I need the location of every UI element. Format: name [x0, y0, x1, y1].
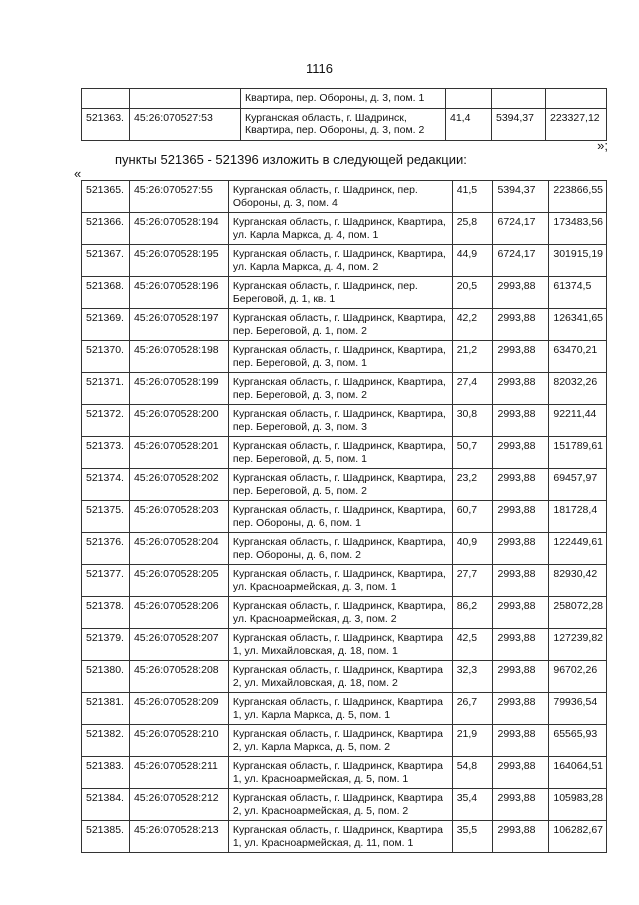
area-cell: 27,7 — [452, 565, 493, 597]
item-number-cell: 521383. — [82, 757, 130, 789]
item-number-cell: 521366. — [82, 213, 130, 245]
table-row — [82, 629, 607, 661]
total-value-cell: 223327,12 — [546, 108, 607, 140]
table-row — [82, 757, 607, 789]
total-value-cell: 151789,61 — [549, 437, 607, 469]
area-cell: 21,2 — [452, 341, 493, 373]
table-row — [82, 501, 607, 533]
cadastral-number-cell: 45:26:070528:208 — [129, 661, 228, 693]
cadastral-number-cell — [130, 89, 241, 109]
cadastral-number-cell: 45:26:070528:209 — [129, 693, 228, 725]
opening-quote: « — [74, 166, 82, 181]
area-cell: 30,8 — [452, 405, 493, 437]
unit-price-cell: 2993,88 — [493, 341, 549, 373]
total-value-cell: 258072,28 — [549, 597, 607, 629]
total-value-cell: 122449,61 — [549, 533, 607, 565]
item-number-cell: 521384. — [82, 789, 130, 821]
table-row — [82, 821, 607, 853]
table-row — [82, 437, 607, 469]
address-cell: Курганская область, г. Шадринск, Квартира, пер. Береговой, д. 3, пом. 1 — [228, 341, 452, 373]
unit-price-cell: 5394,37 — [493, 181, 549, 213]
total-value-cell: 92211,44 — [549, 405, 607, 437]
table-row — [82, 533, 607, 565]
total-value-cell: 63470,21 — [549, 341, 607, 373]
item-number-cell: 521363. — [82, 108, 130, 140]
area-cell: 60,7 — [452, 501, 493, 533]
item-number-cell: 521369. — [82, 309, 130, 341]
area-cell: 42,5 — [452, 629, 493, 661]
total-value-cell: 173483,56 — [549, 213, 607, 245]
address-cell: Курганская область, г. Шадринск, Квартира 1, ул. Михайловская, д. 18, пом. 1 — [228, 629, 452, 661]
cadastral-number-cell: 45:26:070528:205 — [129, 565, 228, 597]
cadastral-number-cell: 45:26:070528:195 — [129, 245, 228, 277]
area-cell: 41,4 — [446, 108, 492, 140]
unit-price-cell: 2993,88 — [493, 629, 549, 661]
item-number-cell: 521372. — [82, 405, 130, 437]
address-cell: Курганская область, г. Шадринск, Квартира, пер. Обороны, д. 3, пом. 2 — [241, 108, 446, 140]
cadastral-number-cell: 45:26:070528:194 — [129, 213, 228, 245]
item-number-cell: 521378. — [82, 597, 130, 629]
address-cell: Курганская область, г. Шадринск, Квартира 1, ул. Карла Маркса, д. 5, пом. 1 — [228, 693, 452, 725]
table-row — [82, 213, 607, 245]
item-number-cell: 521382. — [82, 725, 130, 757]
address-cell: Курганская область, г. Шадринск, Квартира, пер. Береговой, д. 1, пом. 2 — [228, 309, 452, 341]
item-number-cell: 521365. — [82, 181, 130, 213]
unit-price-cell: 2993,88 — [493, 437, 549, 469]
table-row — [82, 469, 607, 501]
area-cell — [446, 89, 492, 109]
area-cell: 21,9 — [452, 725, 493, 757]
cadastral-number-cell: 45:26:070528:203 — [129, 501, 228, 533]
total-value-cell: 126341,65 — [549, 309, 607, 341]
total-value-cell: 96702,26 — [549, 661, 607, 693]
unit-price-cell: 5394,37 — [492, 108, 546, 140]
table-row — [82, 373, 607, 405]
item-number-cell: 521373. — [82, 437, 130, 469]
cadastral-number-cell: 45:26:070528:202 — [129, 469, 228, 501]
total-value-cell: 61374,5 — [549, 277, 607, 309]
total-value-cell: 82032,26 — [549, 373, 607, 405]
cadastral-number-cell: 45:26:070528:211 — [129, 757, 228, 789]
item-number-cell — [82, 89, 130, 109]
item-number-cell: 521370. — [82, 341, 130, 373]
address-cell: Курганская область, г. Шадринск, Квартира 2, ул. Красноармейская, д. 5, пом. 2 — [228, 789, 452, 821]
table-row — [82, 89, 607, 109]
table-row — [82, 341, 607, 373]
area-cell: 35,4 — [452, 789, 493, 821]
area-cell: 32,3 — [452, 661, 493, 693]
cadastral-number-cell: 45:26:070527:53 — [130, 108, 241, 140]
total-value-cell: 223866,55 — [549, 181, 607, 213]
cadastral-number-cell: 45:26:070528:199 — [129, 373, 228, 405]
cadastral-number-cell: 45:26:070527:55 — [129, 181, 228, 213]
total-value-cell: 181728,4 — [549, 501, 607, 533]
area-cell: 26,7 — [452, 693, 493, 725]
address-cell: Курганская область, г. Шадринск, Квартира, пер. Береговой, д. 3, пом. 3 — [228, 405, 452, 437]
total-value-cell: 82930,42 — [549, 565, 607, 597]
amendment-intro-text: пункты 521365 - 521396 изложить в следующей редакции: — [115, 152, 467, 167]
address-cell: Курганская область, г. Шадринск, Квартира, ул. Красноармейская, д. 3, пом. 2 — [228, 597, 452, 629]
area-cell: 23,2 — [452, 469, 493, 501]
page-number: 1116 — [306, 61, 333, 76]
unit-price-cell: 2993,88 — [493, 757, 549, 789]
property-table — [81, 180, 607, 853]
address-cell: Курганская область, г. Шадринск, Квартира, пер. Обороны, д. 6, пом. 2 — [228, 533, 452, 565]
item-number-cell: 521375. — [82, 501, 130, 533]
address-cell: Курганская область, г. Шадринск, Квартира 2, ул. Михайловская, д. 18, пом. 2 — [228, 661, 452, 693]
unit-price-cell: 2993,88 — [493, 789, 549, 821]
area-cell: 25,8 — [452, 213, 493, 245]
table-row — [82, 181, 607, 213]
area-cell: 20,5 — [452, 277, 493, 309]
address-cell: Квартира, пер. Обороны, д. 3, пом. 1 — [241, 89, 446, 109]
area-cell: 35,5 — [452, 821, 493, 853]
table-row — [82, 405, 607, 437]
unit-price-cell: 2993,88 — [493, 565, 549, 597]
area-cell: 40,9 — [452, 533, 493, 565]
address-cell: Курганская область, г. Шадринск, Квартира 1, ул. Красноармейская, д. 11, пом. 1 — [228, 821, 452, 853]
table-row — [82, 245, 607, 277]
unit-price-cell: 2993,88 — [493, 597, 549, 629]
address-cell: Курганская область, г. Шадринск, Квартира, пер. Обороны, д. 6, пом. 1 — [228, 501, 452, 533]
unit-price-cell: 6724,17 — [493, 245, 549, 277]
area-cell: 42,2 — [452, 309, 493, 341]
address-cell: Курганская область, г. Шадринск, Квартира, пер. Береговой, д. 3, пом. 2 — [228, 373, 452, 405]
total-value-cell: 301915,19 — [549, 245, 607, 277]
total-value-cell: 65565,93 — [549, 725, 607, 757]
cadastral-number-cell: 45:26:070528:204 — [129, 533, 228, 565]
unit-price-cell: 2993,88 — [493, 693, 549, 725]
total-value-cell: 127239,82 — [549, 629, 607, 661]
unit-price-cell: 2993,88 — [493, 309, 549, 341]
item-number-cell: 521379. — [82, 629, 130, 661]
total-value-cell: 79936,54 — [549, 693, 607, 725]
table-row — [82, 725, 607, 757]
table-row — [82, 789, 607, 821]
unit-price-cell: 2993,88 — [493, 661, 549, 693]
item-number-cell: 521380. — [82, 661, 130, 693]
unit-price-cell: 2993,88 — [493, 373, 549, 405]
table-row — [82, 597, 607, 629]
area-cell: 54,8 — [452, 757, 493, 789]
cadastral-number-cell: 45:26:070528:198 — [129, 341, 228, 373]
item-number-cell: 521376. — [82, 533, 130, 565]
item-number-cell: 521381. — [82, 693, 130, 725]
table-row — [82, 108, 607, 140]
unit-price-cell: 2993,88 — [493, 469, 549, 501]
item-number-cell: 521377. — [82, 565, 130, 597]
cadastral-number-cell: 45:26:070528:207 — [129, 629, 228, 661]
cadastral-number-cell: 45:26:070528:210 — [129, 725, 228, 757]
item-number-cell: 521385. — [82, 821, 130, 853]
table-row — [82, 693, 607, 725]
closing-quote: »; — [597, 138, 608, 153]
table-row — [82, 277, 607, 309]
address-cell: Курганская область, г. Шадринск, Квартира 1, ул. Красноармейская, д. 5, пом. 1 — [228, 757, 452, 789]
cadastral-number-cell: 45:26:070528:206 — [129, 597, 228, 629]
address-cell: Курганская область, г. Шадринск, Квартира 2, ул. Карла Маркса, д. 5, пом. 2 — [228, 725, 452, 757]
total-value-cell: 69457,97 — [549, 469, 607, 501]
address-cell: Курганская область, г. Шадринск, Квартира, пер. Береговой, д. 5, пом. 1 — [228, 437, 452, 469]
area-cell: 86,2 — [452, 597, 493, 629]
table-row — [82, 565, 607, 597]
item-number-cell: 521371. — [82, 373, 130, 405]
cadastral-number-cell: 45:26:070528:201 — [129, 437, 228, 469]
unit-price-cell: 2993,88 — [493, 405, 549, 437]
address-cell: Курганская область, г. Шадринск, Квартира, ул. Красноармейская, д. 3, пом. 1 — [228, 565, 452, 597]
area-cell: 41,5 — [452, 181, 493, 213]
table-row — [82, 661, 607, 693]
total-value-cell: 164064,51 — [549, 757, 607, 789]
address-cell: Курганская область, г. Шадринск, Квартира, ул. Карла Маркса, д. 4, пом. 2 — [228, 245, 452, 277]
total-value-cell: 106282,67 — [549, 821, 607, 853]
cadastral-number-cell: 45:26:070528:196 — [129, 277, 228, 309]
item-number-cell: 521374. — [82, 469, 130, 501]
area-cell: 27,4 — [452, 373, 493, 405]
unit-price-cell: 6724,17 — [493, 213, 549, 245]
continued-table — [81, 88, 607, 141]
unit-price-cell — [492, 89, 546, 109]
table-row — [82, 309, 607, 341]
unit-price-cell: 2993,88 — [493, 725, 549, 757]
item-number-cell: 521368. — [82, 277, 130, 309]
address-cell: Курганская область, г. Шадринск, Квартира, пер. Береговой, д. 5, пом. 2 — [228, 469, 452, 501]
unit-price-cell: 2993,88 — [493, 501, 549, 533]
address-cell: Курганская область, г. Шадринск, Квартира, ул. Карла Маркса, д. 4, пом. 1 — [228, 213, 452, 245]
area-cell: 44,9 — [452, 245, 493, 277]
total-value-cell: 105983,28 — [549, 789, 607, 821]
item-number-cell: 521367. — [82, 245, 130, 277]
unit-price-cell: 2993,88 — [493, 821, 549, 853]
cadastral-number-cell: 45:26:070528:200 — [129, 405, 228, 437]
area-cell: 50,7 — [452, 437, 493, 469]
address-cell: Курганская область, г. Шадринск, пер. Береговой, д. 1, кв. 1 — [228, 277, 452, 309]
cadastral-number-cell: 45:26:070528:197 — [129, 309, 228, 341]
address-cell: Курганская область, г. Шадринск, пер. Обороны, д. 3, пом. 4 — [228, 181, 452, 213]
cadastral-number-cell: 45:26:070528:213 — [129, 821, 228, 853]
cadastral-number-cell: 45:26:070528:212 — [129, 789, 228, 821]
unit-price-cell: 2993,88 — [493, 277, 549, 309]
unit-price-cell: 2993,88 — [493, 533, 549, 565]
total-value-cell — [546, 89, 607, 109]
